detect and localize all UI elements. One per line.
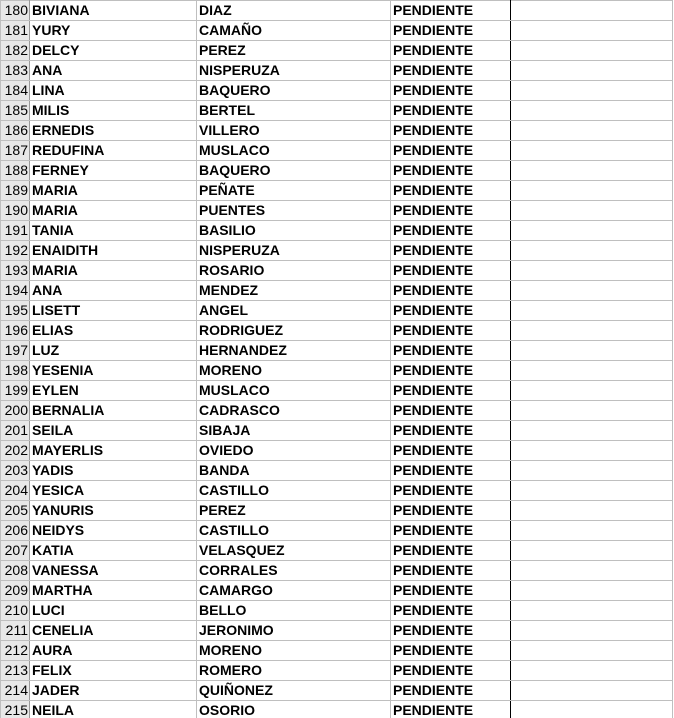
last-name-cell[interactable]: MUSLACO bbox=[197, 381, 391, 401]
status-cell[interactable]: PENDIENTE bbox=[391, 161, 511, 181]
empty-cell[interactable] bbox=[511, 421, 673, 441]
last-name-cell[interactable]: RODRIGUEZ bbox=[197, 321, 391, 341]
first-name-cell[interactable]: ENAIDITH bbox=[30, 241, 197, 261]
first-name-cell[interactable]: YURY bbox=[30, 21, 197, 41]
table-row bbox=[1, 81, 673, 101]
status-cell[interactable]: PENDIENTE bbox=[391, 581, 511, 601]
table-row bbox=[1, 261, 673, 281]
row-number[interactable]: 180 bbox=[1, 1, 30, 21]
first-name-cell[interactable]: MAYERLIS bbox=[30, 441, 197, 461]
first-name-cell[interactable]: CENELIA bbox=[30, 621, 197, 641]
status-cell[interactable]: PENDIENTE bbox=[391, 121, 511, 141]
last-name-cell[interactable]: ROSARIO bbox=[197, 261, 391, 281]
row-number[interactable]: 202 bbox=[1, 441, 30, 461]
first-name-cell[interactable]: BIVIANA bbox=[30, 1, 197, 21]
status-cell[interactable]: PENDIENTE bbox=[391, 401, 511, 421]
row-number[interactable]: 214 bbox=[1, 681, 30, 701]
last-name-cell[interactable]: BAQUERO bbox=[197, 81, 391, 101]
last-name-cell[interactable]: BAQUERO bbox=[197, 161, 391, 181]
empty-cell[interactable] bbox=[511, 141, 673, 161]
last-name-cell[interactable]: BERTEL bbox=[197, 101, 391, 121]
status-cell[interactable]: PENDIENTE bbox=[391, 181, 511, 201]
first-name-cell[interactable]: REDUFINA bbox=[30, 141, 197, 161]
table-row bbox=[1, 1, 673, 21]
last-name-cell[interactable]: PEÑATE bbox=[197, 181, 391, 201]
row-number[interactable]: 196 bbox=[1, 321, 30, 341]
status-cell[interactable]: PENDIENTE bbox=[391, 521, 511, 541]
table-row bbox=[1, 421, 673, 441]
row-number[interactable]: 201 bbox=[1, 421, 30, 441]
status-cell[interactable]: PENDIENTE bbox=[391, 381, 511, 401]
empty-cell[interactable] bbox=[511, 341, 673, 361]
first-name-cell[interactable]: YESICA bbox=[30, 481, 197, 501]
table-row bbox=[1, 361, 673, 381]
table-row bbox=[1, 201, 673, 221]
status-cell[interactable]: PENDIENTE bbox=[391, 281, 511, 301]
last-name-cell[interactable]: NISPERUZA bbox=[197, 61, 391, 81]
empty-cell[interactable] bbox=[511, 121, 673, 141]
row-number[interactable]: 211 bbox=[1, 621, 30, 641]
first-name-cell[interactable]: NEIDYS bbox=[30, 521, 197, 541]
table-row bbox=[1, 301, 673, 321]
last-name-cell[interactable]: MUSLACO bbox=[197, 141, 391, 161]
last-name-cell[interactable]: CASTILLO bbox=[197, 521, 391, 541]
last-name-cell[interactable]: BASILIO bbox=[197, 221, 391, 241]
first-name-cell[interactable]: ERNEDIS bbox=[30, 121, 197, 141]
status-cell[interactable]: PENDIENTE bbox=[391, 501, 511, 521]
first-name-cell[interactable]: SEILA bbox=[30, 421, 197, 441]
row-number[interactable]: 194 bbox=[1, 281, 30, 301]
row-number[interactable]: 189 bbox=[1, 181, 30, 201]
empty-cell[interactable] bbox=[511, 161, 673, 181]
status-cell[interactable]: PENDIENTE bbox=[391, 621, 511, 641]
first-name-cell[interactable]: BERNALIA bbox=[30, 401, 197, 421]
status-cell[interactable]: PENDIENTE bbox=[391, 1, 511, 21]
table-row bbox=[1, 341, 673, 361]
last-name-cell[interactable]: DIAZ bbox=[197, 1, 391, 21]
status-cell[interactable]: PENDIENTE bbox=[391, 461, 511, 481]
empty-cell[interactable] bbox=[511, 601, 673, 621]
last-name-cell[interactable]: MENDEZ bbox=[197, 281, 391, 301]
table-row bbox=[1, 181, 673, 201]
row-number[interactable]: 212 bbox=[1, 641, 30, 661]
empty-cell[interactable] bbox=[511, 281, 673, 301]
row-number[interactable]: 199 bbox=[1, 381, 30, 401]
empty-cell[interactable] bbox=[511, 641, 673, 661]
first-name-cell[interactable]: TANIA bbox=[30, 221, 197, 241]
row-number[interactable]: 205 bbox=[1, 501, 30, 521]
first-name-cell[interactable]: ANA bbox=[30, 281, 197, 301]
first-name-cell[interactable]: LISETT bbox=[30, 301, 197, 321]
empty-cell[interactable] bbox=[511, 481, 673, 501]
last-name-cell[interactable]: OSORIO bbox=[197, 701, 391, 718]
empty-cell[interactable] bbox=[511, 61, 673, 81]
last-name-cell[interactable]: OVIEDO bbox=[197, 441, 391, 461]
first-name-cell[interactable]: AURA bbox=[30, 641, 197, 661]
status-cell[interactable]: PENDIENTE bbox=[391, 561, 511, 581]
first-name-cell[interactable]: LINA bbox=[30, 81, 197, 101]
empty-cell[interactable] bbox=[511, 241, 673, 261]
status-cell[interactable]: PENDIENTE bbox=[391, 681, 511, 701]
row-number[interactable]: 191 bbox=[1, 221, 30, 241]
status-cell[interactable]: PENDIENTE bbox=[391, 701, 511, 718]
status-cell[interactable]: PENDIENTE bbox=[391, 141, 511, 161]
table-row bbox=[1, 121, 673, 141]
last-name-cell[interactable]: NISPERUZA bbox=[197, 241, 391, 261]
last-name-cell[interactable]: JERONIMO bbox=[197, 621, 391, 641]
status-cell[interactable]: PENDIENTE bbox=[391, 241, 511, 261]
row-number[interactable]: 208 bbox=[1, 561, 30, 581]
first-name-cell[interactable]: MILIS bbox=[30, 101, 197, 121]
empty-cell[interactable] bbox=[511, 41, 673, 61]
empty-cell[interactable] bbox=[511, 221, 673, 241]
last-name-cell[interactable]: CAMAÑO bbox=[197, 21, 391, 41]
last-name-cell[interactable]: PEREZ bbox=[197, 41, 391, 61]
table-row bbox=[1, 541, 673, 561]
empty-cell[interactable] bbox=[511, 201, 673, 221]
table-row bbox=[1, 681, 673, 701]
table-row bbox=[1, 101, 673, 121]
empty-cell[interactable] bbox=[511, 621, 673, 641]
last-name-cell[interactable]: CADRASCO bbox=[197, 401, 391, 421]
row-number[interactable]: 197 bbox=[1, 341, 30, 361]
table-row bbox=[1, 521, 673, 541]
table-row bbox=[1, 401, 673, 421]
last-name-cell[interactable]: MORENO bbox=[197, 361, 391, 381]
row-number[interactable]: 215 bbox=[1, 701, 30, 718]
table-row bbox=[1, 481, 673, 501]
status-cell[interactable]: PENDIENTE bbox=[391, 481, 511, 501]
last-name-cell[interactable]: CASTILLO bbox=[197, 481, 391, 501]
last-name-cell[interactable]: BELLO bbox=[197, 601, 391, 621]
table-row bbox=[1, 441, 673, 461]
table-row bbox=[1, 701, 673, 718]
status-cell[interactable]: PENDIENTE bbox=[391, 301, 511, 321]
empty-cell[interactable] bbox=[511, 401, 673, 421]
table-row bbox=[1, 141, 673, 161]
last-name-cell[interactable]: SIBAJA bbox=[197, 421, 391, 441]
empty-cell[interactable] bbox=[511, 441, 673, 461]
first-name-cell[interactable]: NEILA bbox=[30, 701, 197, 718]
status-cell[interactable]: PENDIENTE bbox=[391, 601, 511, 621]
empty-cell[interactable] bbox=[511, 521, 673, 541]
table-row bbox=[1, 621, 673, 641]
first-name-cell[interactable]: MARIA bbox=[30, 201, 197, 221]
table-row bbox=[1, 281, 673, 301]
last-name-cell[interactable]: QUIÑONEZ bbox=[197, 681, 391, 701]
row-number[interactable]: 185 bbox=[1, 101, 30, 121]
status-cell[interactable]: PENDIENTE bbox=[391, 361, 511, 381]
empty-cell[interactable] bbox=[511, 301, 673, 321]
empty-cell[interactable] bbox=[511, 541, 673, 561]
status-cell[interactable]: PENDIENTE bbox=[391, 421, 511, 441]
row-number[interactable]: 193 bbox=[1, 261, 30, 281]
last-name-cell[interactable]: VELASQUEZ bbox=[197, 541, 391, 561]
table-row bbox=[1, 161, 673, 181]
row-number[interactable]: 210 bbox=[1, 601, 30, 621]
row-number[interactable]: 213 bbox=[1, 661, 30, 681]
first-name-cell[interactable]: JADER bbox=[30, 681, 197, 701]
last-name-cell[interactable]: ROMERO bbox=[197, 661, 391, 681]
first-name-cell[interactable]: LUZ bbox=[30, 341, 197, 361]
row-number[interactable]: 192 bbox=[1, 241, 30, 261]
first-name-cell[interactable]: MARIA bbox=[30, 261, 197, 281]
empty-cell[interactable] bbox=[511, 461, 673, 481]
first-name-cell[interactable]: DELCY bbox=[30, 41, 197, 61]
status-cell[interactable]: PENDIENTE bbox=[391, 61, 511, 81]
last-name-cell[interactable]: CAMARGO bbox=[197, 581, 391, 601]
empty-cell[interactable] bbox=[511, 501, 673, 521]
table-row bbox=[1, 61, 673, 81]
empty-cell[interactable] bbox=[511, 101, 673, 121]
row-number[interactable]: 209 bbox=[1, 581, 30, 601]
empty-cell[interactable] bbox=[511, 661, 673, 681]
empty-cell[interactable] bbox=[511, 361, 673, 381]
first-name-cell[interactable]: EYLEN bbox=[30, 381, 197, 401]
empty-cell[interactable] bbox=[511, 681, 673, 701]
first-name-cell[interactable]: KATIA bbox=[30, 541, 197, 561]
first-name-cell[interactable]: ANA bbox=[30, 61, 197, 81]
table-row bbox=[1, 501, 673, 521]
first-name-cell[interactable]: MARTHA bbox=[30, 581, 197, 601]
row-number[interactable]: 195 bbox=[1, 301, 30, 321]
row-number[interactable]: 184 bbox=[1, 81, 30, 101]
empty-cell[interactable] bbox=[511, 701, 673, 718]
row-number[interactable]: 186 bbox=[1, 121, 30, 141]
status-cell[interactable]: PENDIENTE bbox=[391, 221, 511, 241]
empty-cell[interactable] bbox=[511, 321, 673, 341]
empty-cell[interactable] bbox=[511, 581, 673, 601]
status-cell[interactable]: PENDIENTE bbox=[391, 661, 511, 681]
table-row bbox=[1, 581, 673, 601]
table-row bbox=[1, 461, 673, 481]
last-name-cell[interactable]: ANGEL bbox=[197, 301, 391, 321]
table-row bbox=[1, 601, 673, 621]
first-name-cell[interactable]: YANURIS bbox=[30, 501, 197, 521]
table-row bbox=[1, 41, 673, 61]
table-row bbox=[1, 321, 673, 341]
table-row bbox=[1, 221, 673, 241]
status-cell[interactable]: PENDIENTE bbox=[391, 321, 511, 341]
status-cell[interactable]: PENDIENTE bbox=[391, 341, 511, 361]
row-number[interactable]: 203 bbox=[1, 461, 30, 481]
last-name-cell[interactable]: HERNANDEZ bbox=[197, 341, 391, 361]
status-cell[interactable]: PENDIENTE bbox=[391, 261, 511, 281]
row-number[interactable]: 187 bbox=[1, 141, 30, 161]
status-cell[interactable]: PENDIENTE bbox=[391, 541, 511, 561]
last-name-cell[interactable]: MORENO bbox=[197, 641, 391, 661]
table-body bbox=[1, 1, 673, 718]
row-number[interactable]: 183 bbox=[1, 61, 30, 81]
first-name-cell[interactable]: LUCI bbox=[30, 601, 197, 621]
empty-cell[interactable] bbox=[511, 1, 673, 21]
table-row bbox=[1, 21, 673, 41]
last-name-cell[interactable]: PEREZ bbox=[197, 501, 391, 521]
status-cell[interactable]: PENDIENTE bbox=[391, 41, 511, 61]
status-cell[interactable]: PENDIENTE bbox=[391, 641, 511, 661]
table-row bbox=[1, 661, 673, 681]
row-number[interactable]: 206 bbox=[1, 521, 30, 541]
empty-cell[interactable] bbox=[511, 561, 673, 581]
row-number[interactable]: 204 bbox=[1, 481, 30, 501]
first-name-cell[interactable]: VANESSA bbox=[30, 561, 197, 581]
table-row bbox=[1, 381, 673, 401]
table-row bbox=[1, 641, 673, 661]
status-cell[interactable]: PENDIENTE bbox=[391, 81, 511, 101]
last-name-cell[interactable]: BANDA bbox=[197, 461, 391, 481]
status-cell[interactable]: PENDIENTE bbox=[391, 201, 511, 221]
first-name-cell[interactable]: ELIAS bbox=[30, 321, 197, 341]
first-name-cell[interactable]: YADIS bbox=[30, 461, 197, 481]
row-number[interactable]: 198 bbox=[1, 361, 30, 381]
last-name-cell[interactable]: VILLERO bbox=[197, 121, 391, 141]
row-number[interactable]: 182 bbox=[1, 41, 30, 61]
first-name-cell[interactable]: FELIX bbox=[30, 661, 197, 681]
empty-cell[interactable] bbox=[511, 381, 673, 401]
empty-cell[interactable] bbox=[511, 181, 673, 201]
status-cell[interactable]: PENDIENTE bbox=[391, 101, 511, 121]
table-row bbox=[1, 241, 673, 261]
first-name-cell[interactable]: MARIA bbox=[30, 181, 197, 201]
last-name-cell[interactable]: PUENTES bbox=[197, 201, 391, 221]
row-number[interactable]: 200 bbox=[1, 401, 30, 421]
row-number[interactable]: 190 bbox=[1, 201, 30, 221]
status-cell[interactable]: PENDIENTE bbox=[391, 21, 511, 41]
table-row bbox=[1, 561, 673, 581]
row-number[interactable]: 188 bbox=[1, 161, 30, 181]
empty-cell[interactable] bbox=[511, 81, 673, 101]
first-name-cell[interactable]: FERNEY bbox=[30, 161, 197, 181]
empty-cell[interactable] bbox=[511, 261, 673, 281]
empty-cell[interactable] bbox=[511, 21, 673, 41]
row-number[interactable]: 181 bbox=[1, 21, 30, 41]
last-name-cell[interactable]: CORRALES bbox=[197, 561, 391, 581]
status-cell[interactable]: PENDIENTE bbox=[391, 441, 511, 461]
first-name-cell[interactable]: YESENIA bbox=[30, 361, 197, 381]
row-number[interactable]: 207 bbox=[1, 541, 30, 561]
